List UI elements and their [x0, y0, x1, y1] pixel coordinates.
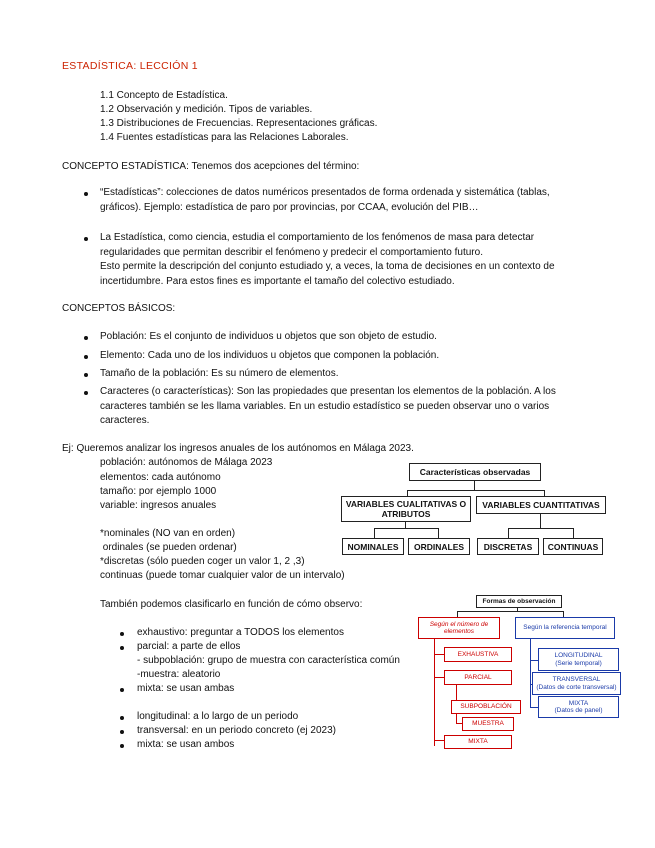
cualitativas-box: VARIABLES CUALITATIVAS O ATRIBUTOS	[341, 496, 471, 522]
connector	[540, 513, 541, 529]
connector	[457, 611, 563, 612]
connector	[508, 528, 509, 538]
toc-item: 1.1 Concepto de Estadística.	[100, 90, 228, 101]
concepto-heading: CONCEPTO ESTADÍSTICA: Tenemos dos acepciones del término:	[62, 161, 360, 172]
connector	[438, 528, 439, 538]
muestra-box: MUESTRA	[462, 717, 514, 731]
tipo-line: ordinales (se pueden ordenar)	[100, 542, 237, 553]
ejemplo-intro: Ej: Queremos analizar los ingresos anuales de los autónomos en Málaga 2023.	[62, 443, 414, 454]
discretas-box: DISCRETAS	[477, 538, 539, 555]
tipo-line: continuas (puede tomar cualquier valor de un intervalo)	[100, 570, 345, 581]
transversal-sublabel: (Datos de corte transversal)	[536, 683, 617, 691]
mixta-right-label: MIXTA	[568, 699, 589, 707]
bullet-icon	[84, 336, 88, 340]
bullet-icon	[84, 355, 88, 359]
longitudinal-sublabel: (Serie temporal)	[555, 659, 602, 667]
transversal-label: TRANSVERSAL	[552, 676, 601, 683]
clasificar-item: mixta: se usan ambas	[137, 683, 235, 694]
connector	[407, 490, 544, 491]
mixta-left-box: MIXTA	[444, 735, 512, 749]
connector	[434, 654, 444, 655]
parcial-box: PARCIAL	[444, 670, 512, 685]
basicos-item: Tamaño de la población: Es su número de elementos.	[100, 368, 339, 379]
longitudinal-box	[538, 648, 619, 671]
left-category-box: Según el número de elementos	[418, 617, 500, 639]
toc-item: 1.2 Observación y medición. Tipos de variables.	[100, 104, 313, 115]
clasificar-sub: - subpoblación: grupo de muestra con característica común	[137, 655, 400, 666]
mixta-right-box	[538, 696, 619, 718]
bullet-icon	[84, 192, 88, 196]
connector	[434, 677, 444, 678]
connector	[434, 740, 444, 741]
exhaustiva-box: EXHAUSTIVA	[444, 647, 512, 662]
clasificar-item: parcial: a parte de ellos	[137, 641, 241, 652]
connector	[573, 528, 574, 538]
nominales-box: NOMINALES	[342, 538, 404, 555]
concepto-bullet-2a: La Estadística, como ciencia, estudia el comportamiento de los fenómenos de masa para detectar regularidades que permitan describir el fenómeno y predecir el comportamiento futuro.	[100, 232, 535, 258]
connector	[530, 707, 538, 708]
ejemplo-line: variable: ingresos anuales	[100, 500, 217, 511]
bullet-icon	[120, 688, 124, 692]
clasificar-item: exhaustivo: preguntar a TODOS los elementos	[137, 627, 344, 638]
connector	[530, 638, 531, 708]
ejemplo-line: elementos: cada autónomo	[100, 472, 221, 483]
concepto-bullet-1: “Estadísticas”: colecciones de datos numéricos presentados de forma ordenada y sistemática (tablas, gráficos). Ejemplo: estadística de paro por provincias, por CCAA, evolución del PIB…	[100, 187, 550, 213]
longitudinal-label: LONGITUDINAL	[554, 652, 603, 659]
right-category-box: Según la referencia temporal	[515, 617, 615, 639]
connector	[530, 660, 538, 661]
transversal-box	[532, 672, 621, 695]
tipo-line: *nominales (NO van en orden)	[100, 528, 236, 539]
tipo-line: *discretas (sólo pueden coger un valor 1, 2 ,3)	[100, 556, 305, 567]
connector	[508, 528, 573, 529]
basicos-heading: CONCEPTOS BÁSICOS:	[62, 303, 176, 314]
clasificar-item: longitudinal: a lo largo de un periodo	[137, 711, 299, 722]
toc-item: 1.3 Distribuciones de Frecuencias. Representaciones gráficas.	[100, 118, 378, 129]
ejemplo-line: población: autónomos de Málaga 2023	[100, 457, 273, 468]
ejemplo-line: tamaño: por ejemplo 1000	[100, 486, 217, 497]
clasificar-sub: -muestra: aleatorio	[137, 669, 221, 680]
toc-item: 1.4 Fuentes estadísticas para las Relaciones Laborales.	[100, 132, 349, 143]
mixta-right-sublabel: (Datos de panel)	[554, 707, 603, 714]
diagram2-root: Formas de observación	[476, 595, 562, 608]
connector	[374, 528, 438, 529]
clasificar-item: transversal: en un periodo concreto (ej 2023)	[137, 725, 337, 736]
continuas-box: CONTINUAS	[543, 538, 603, 555]
page-title: ESTADÍSTICA: LECCIÓN 1	[62, 60, 198, 72]
clasificar-intro: También podemos clasificarlo en función de cómo observo:	[100, 599, 363, 610]
subpoblacion-box: SUBPOBLACIÓN	[451, 700, 521, 714]
bullet-icon	[84, 373, 88, 377]
bullet-icon	[120, 646, 124, 650]
basicos-item: Caracteres (o características): Son las propiedades que presentan los elementos de la población. A los caracteres también se les llama variables. En un estudio estadístico se pueden observar uno o varios caracteres.	[100, 386, 556, 426]
clasificar-item: mixta: se usan ambos	[137, 739, 235, 750]
bullet-icon	[120, 744, 124, 748]
basicos-item: Población: Es el conjunto de individuos u objetos que son objeto de estudio.	[100, 331, 437, 342]
bullet-icon	[84, 391, 88, 395]
bullet-icon	[84, 237, 88, 241]
bullet-icon	[120, 632, 124, 636]
ordinales-box: ORDINALES	[408, 538, 470, 555]
bullet-icon	[120, 716, 124, 720]
basicos-item: Elemento: Cada uno de los individuos u objetos que componen la población.	[100, 350, 440, 361]
connector	[374, 528, 375, 538]
concepto-bullet-2b: Esto permite la descripción del conjunto estudiado y, a veces, la toma de decisiones en un contexto de incertidumbre. Para estos fines es importante el tamaño del colectivo estudiado.	[100, 261, 555, 287]
bullet-icon	[120, 730, 124, 734]
diagram-root: Características observadas	[409, 463, 541, 481]
cuantitativas-box: VARIABLES CUANTITATIVAS	[476, 496, 606, 514]
